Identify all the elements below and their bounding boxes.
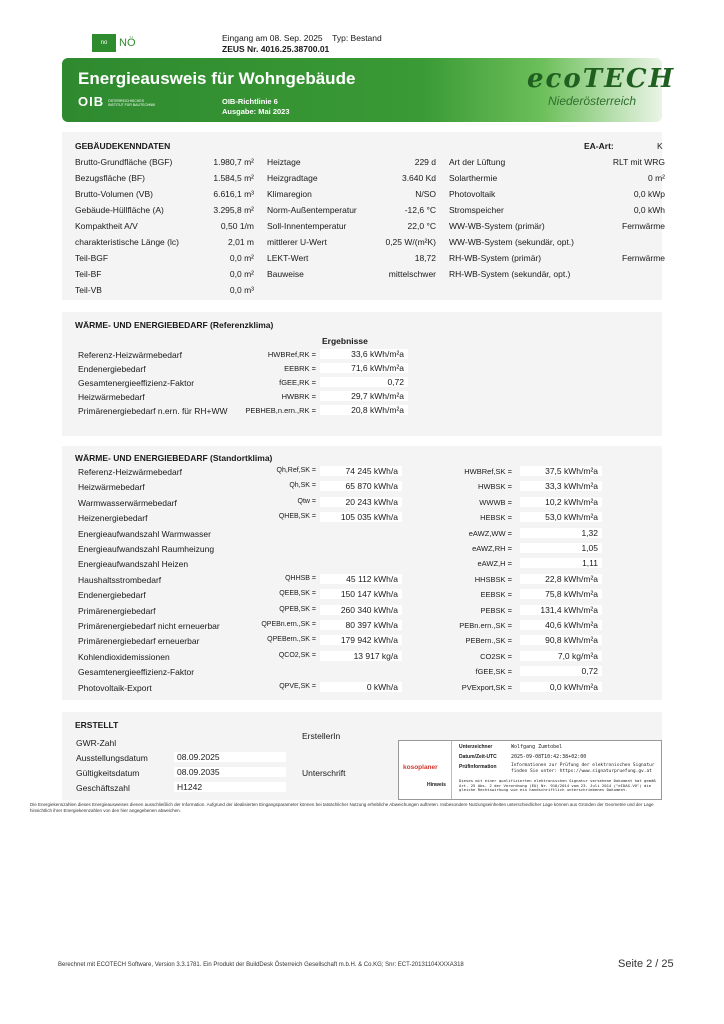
- standort-row-symbol1: QEEB,SK =: [279, 590, 316, 598]
- kenndaten-col1-label: Teil-VB: [75, 285, 102, 295]
- standort-row-value1: 260 340 kWh/a: [320, 605, 402, 615]
- ea-art-label: EA-Art:: [584, 141, 614, 151]
- erstellt-row-label: Ausstellungsdatum: [76, 753, 148, 763]
- kenndaten-col2-label: Soll-Innentemperatur: [267, 221, 347, 231]
- erstellt-title: ERSTELLT: [75, 720, 119, 730]
- standort-row-symbol1: QPEBn.ern.,SK =: [261, 621, 316, 628]
- kenndaten-col3-value: 0,0 kWp: [633, 189, 665, 199]
- oib-logo: OIB: [78, 94, 105, 109]
- standort-row-symbol2: HHSBSK =: [474, 574, 512, 584]
- kenndaten-col3-label: RH-WB-System (primär): [449, 253, 542, 263]
- referenz-row-label: Gesamtenergieeffizienz-Faktor: [78, 378, 195, 388]
- eingang-text: Eingang am 08. Sep. 2025: [222, 33, 323, 43]
- referenz-row-symbol: PEBHEB,n.ern.,RK =: [245, 406, 316, 415]
- standort-row-value2: 10,2 kWh/m²a: [520, 497, 602, 507]
- kenndaten-col2-label: Heiztage: [267, 157, 301, 167]
- kenndaten-col1-label: Teil-BGF: [75, 253, 109, 263]
- standort-row-value1: 80 397 kWh/a: [320, 620, 402, 630]
- referenz-row-value: 29,7 kWh/m²a: [320, 391, 408, 401]
- standort-row-label: Energieaufwandszahl Raumheizung: [78, 544, 215, 554]
- hinweis-label: Hinweis: [427, 782, 446, 788]
- standort-row-label: Energieaufwandszahl Warmwasser: [78, 528, 211, 539]
- kenndaten-col2-label: Heizgradtage: [267, 173, 318, 183]
- erstellt-row-label: Gültigkeitsdatum: [76, 768, 140, 778]
- referenz-panel: [62, 312, 662, 436]
- signature-divider: [451, 741, 452, 799]
- richtlinie-text: OIB-Richtlinie 6: [222, 97, 278, 106]
- standort-row-value2: 75,8 kWh/m²a: [520, 589, 602, 599]
- kenndaten-col2-value: 18,72: [414, 253, 436, 263]
- standort-row-symbol2: HWBRef,SK =: [464, 467, 512, 476]
- standort-row-symbol2: eAWZ,RH =: [472, 544, 512, 553]
- kenndaten-col2-label: mittlerer U-Wert: [267, 237, 327, 247]
- referenz-row-value: 71,6 kWh/m²a: [320, 363, 408, 373]
- referenz-row-label: Referenz-Heizwärmebedarf: [78, 350, 182, 360]
- standort-row-label: Photovoltaik-Export: [78, 682, 152, 693]
- referenz-row-symbol: fGEE,RK =: [279, 378, 316, 387]
- standort-row-value2: 40,6 kWh/m²a: [520, 620, 602, 630]
- typ-text: Typ: Bestand: [332, 33, 382, 43]
- kenndaten-col1-value: 0,0 m²: [229, 269, 254, 279]
- disclaimer-text: Die Energiekennzahlen dieses Energieausweises dienen ausschließlich der Information. Aufgrund der idealisierten Eingangsparameter können bei tatsächlicher Nutzung erhebliche Abweichungen auftreten. Insbesondere Nutzungseinheiten unterschiedlicher Lage können aus Gründen der Geometrie und der Lage hinsichtlich ihrer Energiekennzahlen von den hier angegebenen abweichen.: [30, 802, 654, 813]
- noe-logo-text: NÖ: [119, 37, 136, 49]
- ecotech-region: Niederösterreich: [548, 94, 637, 108]
- standort-row-value1: 105 035 kWh/a: [320, 512, 402, 522]
- standort-row-label: Energieaufwandszahl Heizen: [78, 559, 189, 570]
- footer-text: Berechnet mit ECOTECH Software, Version 3.3.1781. Ein Produkt der BuildDesk Österreich Gesellschaft m.b.H. & Co.KG; Snr: ECT-20131104XXXA318: [58, 962, 464, 968]
- standort-row-value2: 0,0 kWh/m²a: [520, 682, 602, 692]
- noe-logo: [92, 33, 146, 53]
- standort-row-value2: 1,05: [520, 543, 602, 553]
- kenndaten-col1-value: 6.616,1 m³: [213, 189, 254, 199]
- standort-row-label: Heizenergiebedarf: [78, 513, 148, 524]
- standort-row-symbol2: CO2SK =: [480, 651, 512, 661]
- oib-logo-subtitle: ÖSTERREICHISCHES INSTITUT FÜR BAUTECHNIK: [108, 99, 156, 107]
- kenndaten-col2-value: 229 d: [414, 157, 436, 167]
- kenndaten-col3-label: Stromspeicher: [449, 205, 504, 215]
- standort-row-label: Heizwärmebedarf: [78, 482, 145, 493]
- ausgabe-text: Ausgabe: Mai 2023: [222, 107, 290, 116]
- referenz-row-label: Heizwärmebedarf: [78, 392, 145, 402]
- erstellt-row-value: 08.09.2035: [174, 767, 286, 777]
- standort-row-value2: 7,0 kg/m²a: [520, 651, 602, 661]
- standort-row-symbol2: WWWB =: [479, 497, 512, 507]
- standort-row-value1: 0 kWh/a: [320, 682, 402, 692]
- standort-row-value1: 179 942 kWh/a: [320, 635, 402, 645]
- standort-row-symbol1: QHHSB =: [285, 574, 316, 582]
- erstellt-row-value: H1242: [174, 782, 286, 792]
- unterzeichner-value: Wolfgang Zumtobel: [511, 744, 563, 750]
- standort-row-symbol1: Qtw =: [297, 497, 316, 505]
- kenndaten-col1-value: 0,0 m²: [229, 253, 254, 263]
- kenndaten-col1-value: 1.980,7 m²: [213, 157, 254, 167]
- noe-logo-mark: no: [92, 34, 116, 52]
- standort-row-value1: 65 870 kWh/a: [320, 481, 402, 491]
- kenndaten-col2-value: mittelschwer: [388, 269, 436, 279]
- standort-row-symbol2: PVExport,SK =: [461, 682, 512, 692]
- erstellt-row-label: GWR-Zahl: [76, 738, 117, 748]
- standort-row-value2: 33,3 kWh/m²a: [520, 481, 602, 491]
- standort-row-symbol1: QPEB,SK =: [279, 605, 316, 613]
- ergebnisse-heading: Ergebnisse: [322, 336, 368, 346]
- kenndaten-col1-label: charakteristische Länge (lc): [75, 237, 179, 247]
- standort-row-label: Warmwasserwärmebedarf: [78, 497, 177, 508]
- kenndaten-col2-value: N/SO: [415, 189, 436, 199]
- datum-value: 2025-09-08T10:42:38+02:00: [511, 754, 587, 760]
- standort-row-symbol1: QCO2,SK =: [278, 651, 316, 659]
- standort-row-symbol1: Qh,SK =: [289, 482, 316, 490]
- standort-row-value2: 22,8 kWh/m²a: [520, 574, 602, 584]
- page-number: Seite 2 / 25: [618, 958, 674, 970]
- referenz-row-label: Endenergiebedarf: [78, 364, 146, 374]
- referenz-row-symbol: EEBRK =: [284, 364, 316, 373]
- standort-title: WÄRME- UND ENERGIEBEDARF (Standortklima): [75, 453, 273, 463]
- pruef-label: Prüfinformation: [459, 764, 497, 770]
- kenndaten-col1-label: Teil-BF: [75, 269, 102, 279]
- datum-label: Datum/Zeit-UTC: [459, 754, 497, 760]
- standort-row-label: Gesamtenergieeffizienz-Faktor: [78, 667, 195, 678]
- ecotech-logo: ecoTECH: [527, 64, 676, 94]
- standort-row-value1: 20 243 kWh/a: [320, 497, 402, 507]
- standort-row-symbol1: Qh,Ref,SK =: [276, 467, 316, 474]
- standort-row-value2: 0,72: [520, 666, 602, 676]
- kenndaten-col2-label: Klimaregion: [267, 189, 312, 199]
- standort-row-value2: 1,11: [520, 558, 602, 568]
- referenz-row-value: 20,8 kWh/m²a: [320, 405, 408, 415]
- referenz-row-label: Primärenergiebedarf n.ern. für RH+WW: [78, 406, 228, 416]
- header-meta: [222, 33, 382, 55]
- kenndaten-col2-value: 0,25 W/(m²K): [385, 237, 436, 247]
- kenndaten-col1-label: Bezugsfläche (BF): [75, 173, 145, 183]
- standort-row-symbol2: fGEE,SK =: [475, 667, 512, 677]
- kenndaten-col3-label: Art der Lüftung: [449, 157, 506, 167]
- erstellt-row-label: Geschäftszahl: [76, 783, 130, 793]
- document-title: Energieausweis für Wohngebäude: [78, 69, 356, 88]
- kenndaten-col2-label: LEKT-Wert: [267, 253, 309, 263]
- ea-art-value: K: [657, 141, 663, 151]
- erstellt-row-value: 08.09.2025: [174, 752, 286, 762]
- standort-row-symbol1: QHEB,SK =: [278, 513, 316, 521]
- standort-row-value1: 45 112 kWh/a: [320, 574, 402, 584]
- kenndaten-col3-label: Photovoltaik: [449, 189, 496, 199]
- standort-row-symbol2: HWBSK =: [478, 482, 512, 492]
- kenndaten-col1-label: Brutto-Volumen (VB): [75, 189, 153, 199]
- standort-row-symbol2: PEBern.,SK =: [465, 636, 512, 646]
- standort-row-value1: 13 917 kg/a: [320, 651, 402, 661]
- signature-logo: kosoplaner: [403, 764, 438, 771]
- kenndaten-col1-value: 1.584,5 m²: [213, 173, 254, 183]
- kenndaten-col2-value: -12,6 °C: [404, 205, 436, 215]
- standort-row-symbol2: PEBn.ern.,SK =: [459, 621, 512, 630]
- standort-row-value1: 74 245 kWh/a: [320, 466, 402, 476]
- richtlinie-info: [222, 97, 290, 117]
- standort-row-label: Haushaltsstrombedarf: [78, 574, 162, 585]
- standort-row-symbol1: QPVE,SK =: [279, 682, 316, 690]
- kenndaten-col1-label: Kompaktheit A/V: [75, 221, 138, 231]
- kenndaten-col3-value: 0 m²: [648, 173, 665, 183]
- referenz-title: WÄRME- UND ENERGIEBEDARF (Referenzklima): [75, 320, 274, 330]
- kenndaten-col3-label: Solarthermie: [449, 173, 498, 183]
- standort-row-label: Primärenergiebedarf erneuerbar: [78, 636, 200, 647]
- kenndaten-col3-value: RLT mit WRG: [612, 157, 665, 167]
- kenndaten-col3-label: WW-WB-System (primär): [449, 221, 545, 231]
- standort-row-value2: 90,8 kWh/m²a: [520, 635, 602, 645]
- referenz-row-value: 33,6 kWh/m²a: [320, 349, 408, 359]
- signature-block: [398, 740, 662, 800]
- standort-row-value2: 131,4 kWh/m²a: [520, 605, 602, 615]
- standort-row-symbol2: eAWZ,WW =: [468, 528, 512, 538]
- unterschrift-label: Unterschrift: [302, 768, 346, 778]
- zeus-number: ZEUS Nr. 4016.25.38700.01: [222, 44, 330, 54]
- standort-row-value2: 37,5 kWh/m²a: [520, 466, 602, 476]
- ersteller-label: ErstellerIn: [302, 731, 341, 741]
- kenndaten-col1-label: Brutto-Grundfläche (BGF): [75, 157, 173, 167]
- standort-row-label: Kohlendioxidemissionen: [78, 651, 170, 662]
- kenndaten-col2-label: Bauweise: [267, 269, 304, 279]
- kenndaten-col2-label: Norm-Außentemperatur: [267, 205, 357, 215]
- kenndaten-col3-value: Fernwärme: [622, 221, 665, 231]
- kenndaten-col1-value: 3.295,8 m²: [213, 205, 254, 215]
- kenndaten-col3-label: WW-WB-System (sekundär, opt.): [449, 237, 575, 247]
- referenz-row-symbol: HWBRef,RK =: [267, 350, 316, 359]
- kenndaten-col1-value: 2,01 m: [228, 237, 254, 247]
- kenndaten-col2-value: 3.640 Kd: [401, 173, 436, 183]
- referenz-row-symbol: HWBRK =: [281, 392, 316, 401]
- referenz-row-value: 0,72: [320, 377, 408, 387]
- hinweis-value: Dieses mit einer qualifizierten elektronischen Signatur versehene Dokument hat gemäß Art. 25 Abs. 2 der Verordnung (EU) Nr. 910/2014 vom 23. Juli 2014 ("eIDAS-VO") die gleiche Rechtswirkung wie ein handschriftlich unterschriebenes Dokument.: [459, 778, 656, 793]
- kenndaten-col1-value: 0,50 1/m: [220, 221, 254, 231]
- standort-row-symbol2: eAWZ,H =: [477, 559, 512, 569]
- kenndaten-col1-value: 0,0 m³: [229, 285, 254, 295]
- kenndaten-col3-value: Fernwärme: [622, 253, 665, 263]
- standort-row-value2: 1,32: [520, 528, 602, 538]
- standort-row-value1: 150 147 kWh/a: [320, 589, 402, 599]
- kenndaten-title: GEBÄUDEKENNDATEN: [75, 141, 171, 151]
- kenndaten-col2-value: 22,0 °C: [407, 221, 436, 231]
- standort-row-label: Referenz-Heizwärmebedarf: [78, 467, 182, 477]
- kenndaten-col1-label: Gebäude-Hüllfläche (A): [75, 205, 164, 215]
- pruef-value: Informationen zur Prüfung der elektronischen Signatur finden Sie unter: https://www.signaturpruefung.gv.at: [511, 763, 655, 774]
- standort-row-symbol2: HEBSK =: [480, 513, 512, 523]
- unterzeichner-label: Unterzeichner: [459, 744, 493, 750]
- kenndaten-col3-label: RH-WB-System (sekundär, opt.): [449, 269, 571, 279]
- standort-row-symbol2: EEBSK =: [480, 590, 512, 600]
- standort-row-symbol1: QPEBern.,SK =: [267, 636, 316, 644]
- standort-row-value2: 53,0 kWh/m²a: [520, 512, 602, 522]
- standort-row-symbol2: PEBSK =: [480, 605, 512, 615]
- kenndaten-col3-value: 0,0 kWh: [633, 205, 665, 215]
- standort-row-label: Endenergiebedarf: [78, 590, 146, 601]
- standort-row-label: Primärenergiebedarf nicht erneuerbar: [78, 621, 220, 631]
- standort-row-label: Primärenergiebedarf: [78, 605, 156, 616]
